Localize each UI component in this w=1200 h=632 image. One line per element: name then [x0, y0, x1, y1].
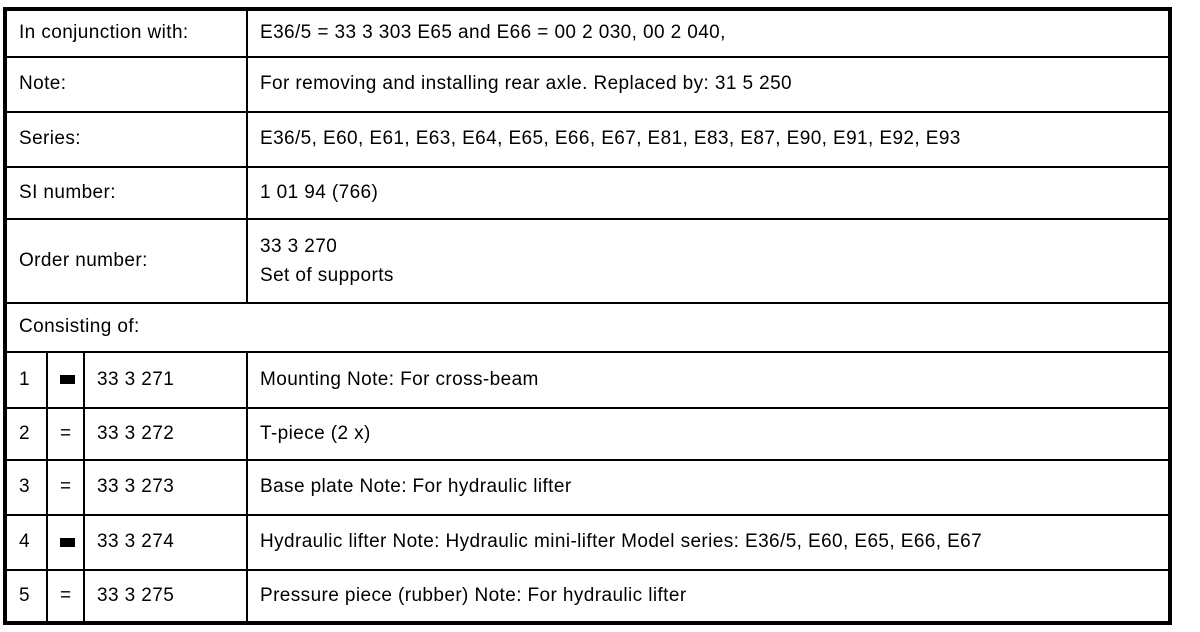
- spec-table: [3, 7, 1172, 625]
- info-row-value: E36/5, E60, E61, E63, E64, E65, E66, E67, E81, E83, E87, E90, E91, E92, E93: [247, 112, 1170, 167]
- item-part-number: 33 3 272: [84, 408, 247, 460]
- info-row-si-number: [5, 167, 1170, 219]
- info-row-order-number: [5, 219, 1170, 303]
- info-row-value: For removing and installing rear axle. Replaced by: 31 5 250: [247, 57, 1170, 112]
- equals-symbol: =: [47, 460, 84, 515]
- info-row-note: [5, 57, 1170, 112]
- info-row-value: [247, 219, 1170, 303]
- item-number: 4: [5, 515, 47, 570]
- item-part-number: 33 3 271: [84, 352, 247, 408]
- item-number: 3: [5, 460, 47, 515]
- equals-solid-glyph: [60, 538, 75, 547]
- equals-symbol: [47, 352, 84, 408]
- equals-solid-glyph: [60, 375, 75, 384]
- item-part-number: 33 3 273: [84, 460, 247, 515]
- equals-symbol: =: [47, 408, 84, 460]
- item-number: 1: [5, 352, 47, 408]
- item-row: [5, 460, 1170, 515]
- item-part-number: 33 3 275: [84, 570, 247, 623]
- info-row-label: Note:: [5, 57, 247, 112]
- item-number: 2: [5, 408, 47, 460]
- item-number: 5: [5, 570, 47, 623]
- item-row: [5, 515, 1170, 570]
- info-row-label: Order number:: [5, 219, 247, 303]
- item-part-number: 33 3 274: [84, 515, 247, 570]
- info-row-value: 1 01 94 (766): [247, 167, 1170, 219]
- order-number-description: Set of supports: [260, 265, 394, 286]
- info-row-value: E36/5 = 33 3 303 E65 and E66 = 00 2 030, 00 2 040,: [247, 9, 1170, 57]
- item-row: [5, 408, 1170, 460]
- item-row: [5, 570, 1170, 623]
- item-description: Base plate Note: For hydraulic lifter: [247, 460, 1170, 515]
- info-row-label: In conjunction with:: [5, 9, 247, 57]
- item-description: Pressure piece (rubber) Note: For hydraulic lifter: [247, 570, 1170, 623]
- item-description: T-piece (2 x): [247, 408, 1170, 460]
- section-header-label: Consisting of:: [5, 303, 1170, 352]
- info-row-label: Series:: [5, 112, 247, 167]
- info-row-label: SI number:: [5, 167, 247, 219]
- item-description: Hydraulic lifter Note: Hydraulic mini-lifter Model series: E36/5, E60, E65, E66, E67: [247, 515, 1170, 570]
- section-header-row: [5, 303, 1170, 352]
- item-row: [5, 352, 1170, 408]
- equals-symbol: [47, 515, 84, 570]
- item-description: Mounting Note: For cross-beam: [247, 352, 1170, 408]
- equals-symbol: =: [47, 570, 84, 623]
- info-row-conjunction: [5, 9, 1170, 57]
- order-number-value: 33 3 270: [260, 235, 338, 257]
- info-row-series: [5, 112, 1170, 167]
